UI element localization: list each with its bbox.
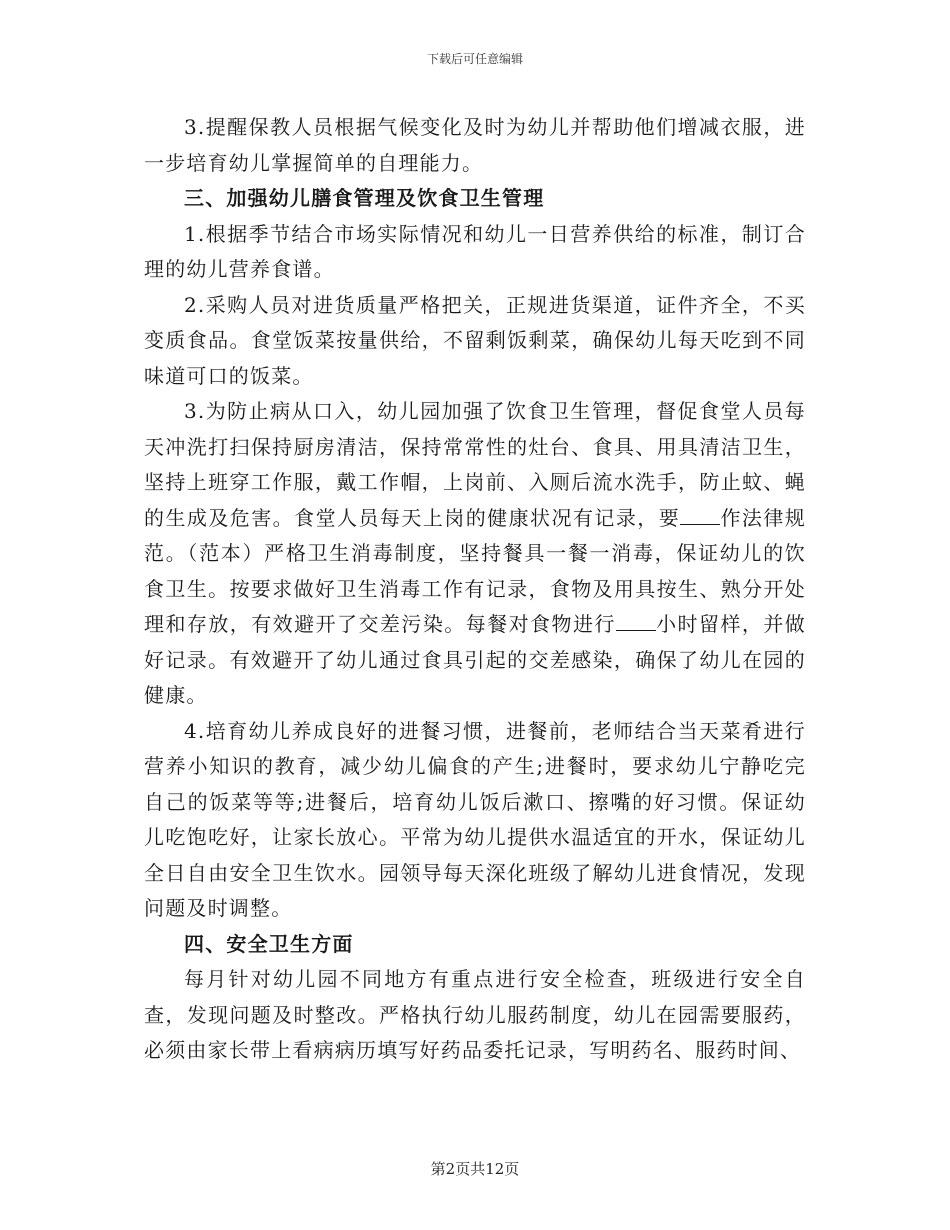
fill-blank — [680, 504, 720, 525]
page-footer: 第2页共12页 — [430, 1160, 520, 1178]
paragraph-text: 3.为防止病从口入，幼儿园加强了饮食卫生管理，督促食堂人员每天冲洗打扫保持厨房清洁，保持常常性的灶台、食具、用具清洁卫生，坚持上班穿工作服，戴工作帽，上岗前、入厕后流水洗手，防止蚊、蝇的生成及危害。食堂人员每天上岗的健康状况有记录，要 — [144, 399, 806, 530]
paragraph: 3.提醒保教人员根据气候变化及时为幼儿并帮助他们增减衣服，进一步培育幼儿掌握简单的自理能力。 — [144, 115, 806, 175]
paragraph: 2.采购人员对进货质量严格把关，正规进货渠道，证件齐全，不买变质食品。食堂饭菜按量供给，不留剩饭剩菜，确保幼儿每天吃到不同味道可口的饭菜。 — [144, 292, 806, 388]
page-header: 下载后可任意编辑 — [426, 52, 523, 66]
section-heading: 四、安全卫生方面 — [184, 931, 354, 956]
paragraph-text: 作法律规范。（范本）严格卫生消毒制度，坚持餐具一餐一消毒，保证幼儿的饮食卫生。按要求做好卫生消毒工作有记录，食物及用具按生、熟分开处理和存放，有效避开了交差污染。每餐对食物进行 — [144, 505, 806, 636]
document-body — [144, 110, 806, 1069]
paragraph: 4.培育幼儿养成良好的进餐习惯，进餐前，老师结合当天菜肴进行营养小知识的教育，减少幼儿偏食的产生;进餐时，要求幼儿宁静吃完自己的饭菜等等;进餐后，培育幼儿饭后漱口、擦嘴的好习惯。保证幼儿吃饱吃好，让家长放心。平常为幼儿提供水温适宜的开水，保证幼儿全日自由安全卫生饮水。园领导每天深化班级了解幼儿进食情况，发现问题及时调整。 — [144, 718, 806, 920]
paragraph: 每月针对幼儿园不同地方有重点进行安全检查，班级进行安全自查，发现问题及时整改。严格执行幼儿服药制度，幼儿在园需要服药，必须由家长带上看病病历填写好药品委托记录，写明药名、服药时间、 — [144, 967, 806, 1062]
paragraph: 1.根据季节结合市场实际情况和幼儿一日营养供给的标准，制订合理的幼儿营养食谱。 — [144, 221, 806, 281]
section-heading: 三、加强幼儿膳食管理及饮食卫生管理 — [184, 186, 545, 210]
fill-blank — [616, 610, 656, 631]
paragraph — [144, 394, 806, 714]
paragraph-text: 小时留样，并做好记录。有效避开了幼儿通过食具引起的交差感染，确保了幼儿在园的健康。 — [144, 612, 806, 707]
